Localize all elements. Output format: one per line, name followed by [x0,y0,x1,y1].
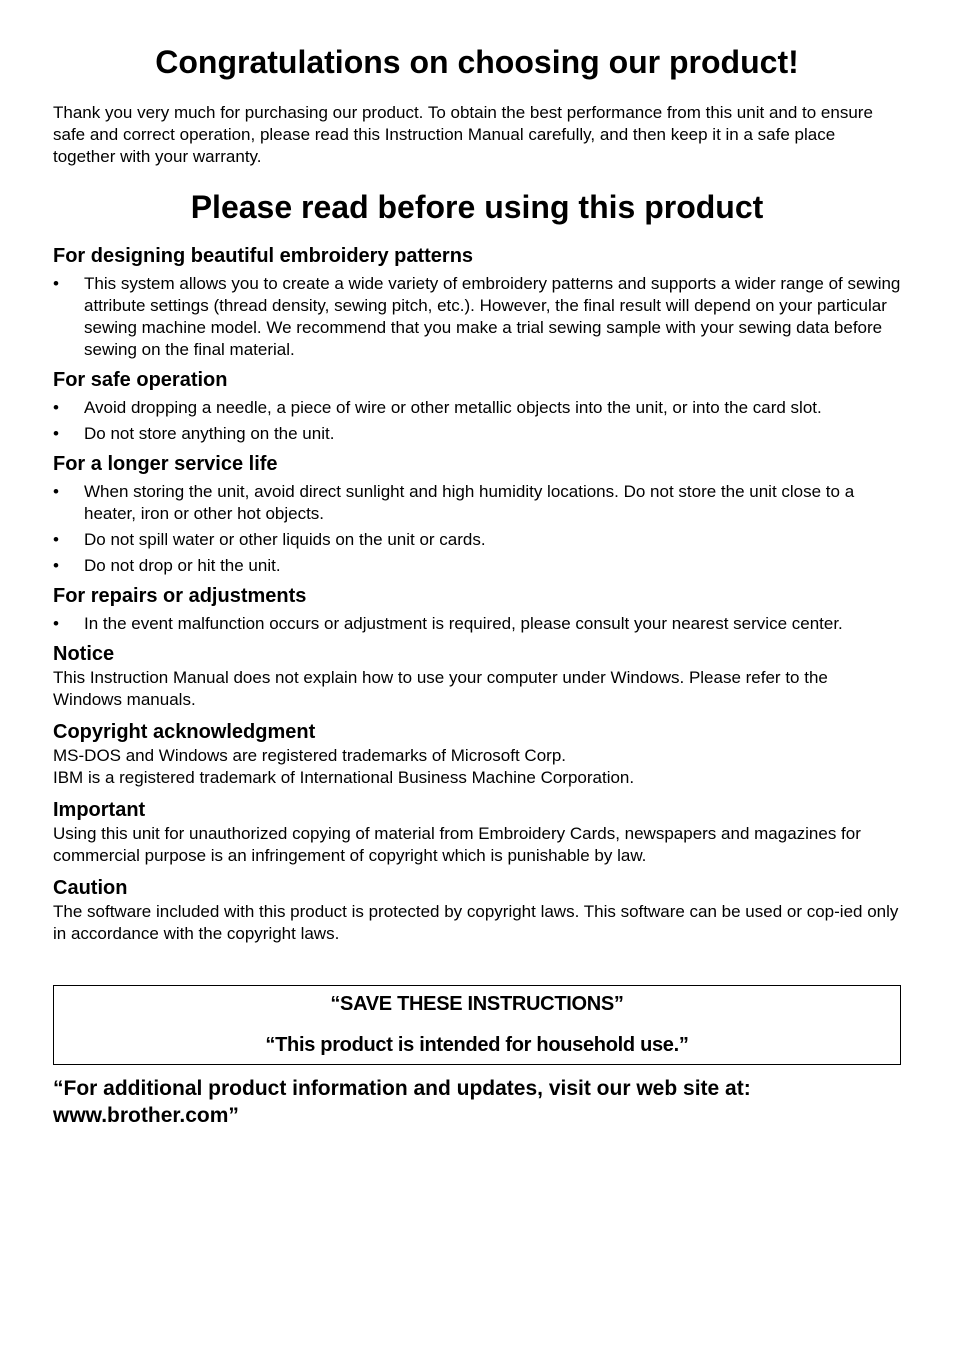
list-item [53,481,901,525]
section-paragraph: IBM is a registered trademark of International Business Machine Corporation. [53,768,635,787]
save-instructions-box [53,985,901,1065]
section-paragraph: This Instruction Manual does not explain how to use your computer under Windows. Please refer to the Windows manuals. [53,668,828,709]
section-paragraph: Using this unit for unauthorized copying of material from Embroidery Cards, newspapers and magazines for commercial purpose is an infringement of copyright which is punishable by law. [53,824,861,865]
section-heading: Important [53,799,146,821]
bullet-list [53,613,901,635]
website-note-line: “For additional product information and updates, visit our web site at: [53,1077,751,1100]
bullet-list [53,273,901,361]
section-heading: For safe operation [53,369,228,391]
section-heading: Notice [53,643,115,665]
list-item-text: This system allows you to create a wide variety of embroidery patterns and supports a wider range of sewing attribute settings (thread density, sewing pitch, etc.). However, the final result will depend on your particular sewing machine model. We recommend that you make a trial sewing sample with your sewing data before sewing on the final material. [84,274,901,359]
bullet-icon: • [53,530,59,549]
bullet-icon: • [53,614,59,633]
read-before-use-title: Please read before using this product [190,189,764,225]
list-item [53,273,901,361]
list-item-text: Do not spill water or other liquids on the unit or cards. [84,530,486,549]
bullet-icon: • [53,398,59,417]
list-item-text: Do not store anything on the unit. [84,424,335,443]
list-item [53,529,901,551]
section-important [53,797,901,867]
congratulations-title: Congratulations on choosing our product! [155,44,799,80]
bullet-icon: • [53,556,59,575]
section-paragraph: The software included with this product is protected by copyright laws. This software can be used or cop-ied only in accordance with the copyright laws. [53,902,899,943]
bullet-list [53,397,901,445]
section-repairs-adjustments [53,583,901,635]
section-caution [53,875,901,945]
save-instructions-text: “SAVE THESE INSTRUCTIONS” [330,993,624,1015]
section-heading: Copyright acknowledgment [53,721,316,743]
bullet-icon: • [53,424,59,443]
list-item [53,423,901,445]
section-designing-patterns [53,243,901,361]
list-item-text: Avoid dropping a needle, a piece of wire or other metallic objects into the unit, or into the card slot. [84,398,822,417]
section-heading: For repairs or adjustments [53,585,307,607]
list-item [53,613,901,635]
section-heading: Caution [53,877,128,899]
section-notice [53,641,901,711]
list-item [53,555,901,577]
website-url: www.brother.com” [53,1104,239,1127]
list-item-text: When storing the unit, avoid direct sunlight and high humidity locations. Do not store the unit close to a heater, iron or other hot objects. [84,482,855,523]
bullet-icon: • [53,274,59,293]
website-note [53,1075,901,1129]
household-use-text: “This product is intended for household use.” [265,1034,689,1056]
list-item-text: Do not drop or hit the unit. [84,556,281,575]
list-item-text: In the event malfunction occurs or adjustment is required, please consult your nearest service center. [84,614,843,633]
section-heading: For a longer service life [53,453,278,475]
section-paragraph: MS-DOS and Windows are registered trademarks of Microsoft Corp. [53,746,567,765]
list-item [53,397,901,419]
bullet-list [53,481,901,577]
bullet-icon: • [53,482,59,501]
section-longer-service-life [53,451,901,577]
section-safe-operation [53,367,901,445]
section-heading: For designing beautiful embroidery patterns [53,245,474,267]
intro-paragraph: Thank you very much for purchasing our product. To obtain the best performance from this unit and to ensure safe and correct operation, please read this Instruction Manual carefully, and then keep it in a safe place together with your warranty. [53,103,873,166]
section-copyright-acknowledgment [53,719,901,789]
